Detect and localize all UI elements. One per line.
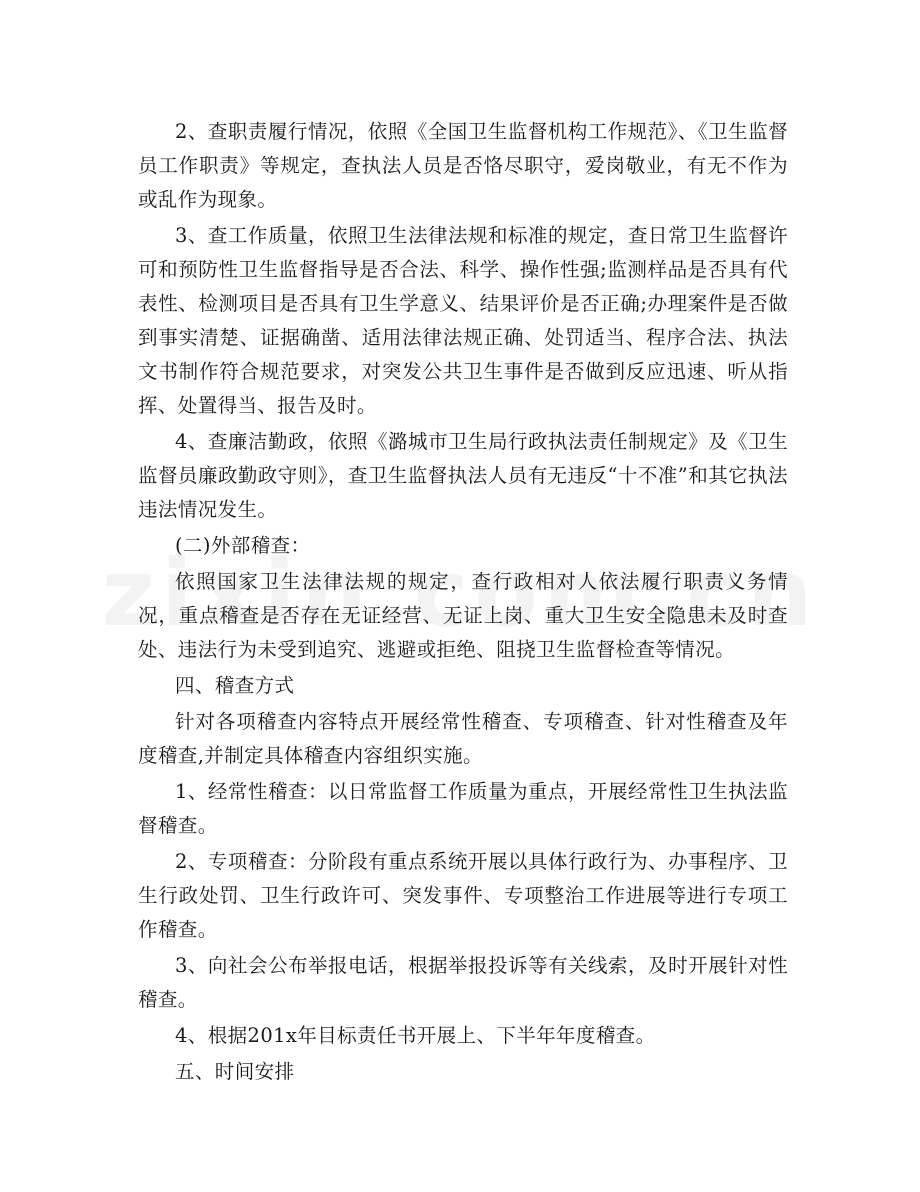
section-heading-audit-methods: 四、稽查方式 [175,674,295,697]
document-body [138,115,788,1091]
paragraph-external-audit: 依照国家卫生法律法规的规定，查行政相对人依法履行职责义务情况，重点稽查是否存在无证经营、无证上岗、重大卫生安全隐患未及时查处、违法行为未受到追究、逃避或拒绝、阻挠卫生监督检查等情况。 [138,570,788,661]
paragraph-quality-check: 3、查工作质量，依照卫生法律法规和标准的规定，查日常卫生监督许可和预防性卫生监督指导是否合法、科学、操作性强;监测样品是否具有代表性、检测项目是否具有卫生学意义、结果评价是否正确;办理案件是否做到事实清楚、证据确凿、适用法律法规正确、处罚适当、程序合法、执法文书制作符合规范要求，对突发公共卫生事件是否做到反应迅速、听从指挥、处置得当、报告及时。 [138,224,788,417]
paragraph-annual-audit: 4、根据201x年目标责任书开展上、下半年年度稽查。 [175,1024,656,1047]
section-heading-schedule: 五、时间安排 [175,1060,295,1083]
paragraph-special-audit: 2、专项稽查：分阶段有重点系统开展以具体行政行为、办事程序、卫生行政处罚、卫生行政许可、突发事件、专项整治工作进展等进行专项工作稽查。 [138,850,788,941]
paragraph-audit-methods-intro: 针对各项稽查内容特点开展经常性稽查、专项稽查、针对性稽查及年度稽查,并制定具体稽查内容组织实施。 [138,710,788,767]
paragraph-duty-check: 2、查职责履行情况，依照《全国卫生监督机构工作规范》、《卫生监督员工作职责》等规定，查执法人员是否恪尽职守，爱岗敬业，有无不作为或乱作为现象。 [138,120,788,211]
paragraph-report-hotline: 3、向社会公布举报电话，根据举报投诉等有关线索，及时开展针对性稽查。 [138,954,788,1011]
paragraph-integrity-check: 4、查廉洁勤政，依照《潞城市卫生局行政执法责任制规定》及《卫生监督员廉政勤政守则》，查卫生监督执法人员有无违反“十不准”和其它执法违法情况发生。 [138,430,788,521]
subheading-external-audit: (二)外部稽查： [175,534,311,557]
paragraph-regular-audit: 1、经常性稽查：以日常监督工作质量为重点，开展经常性卫生执法监督稽查。 [138,780,788,837]
